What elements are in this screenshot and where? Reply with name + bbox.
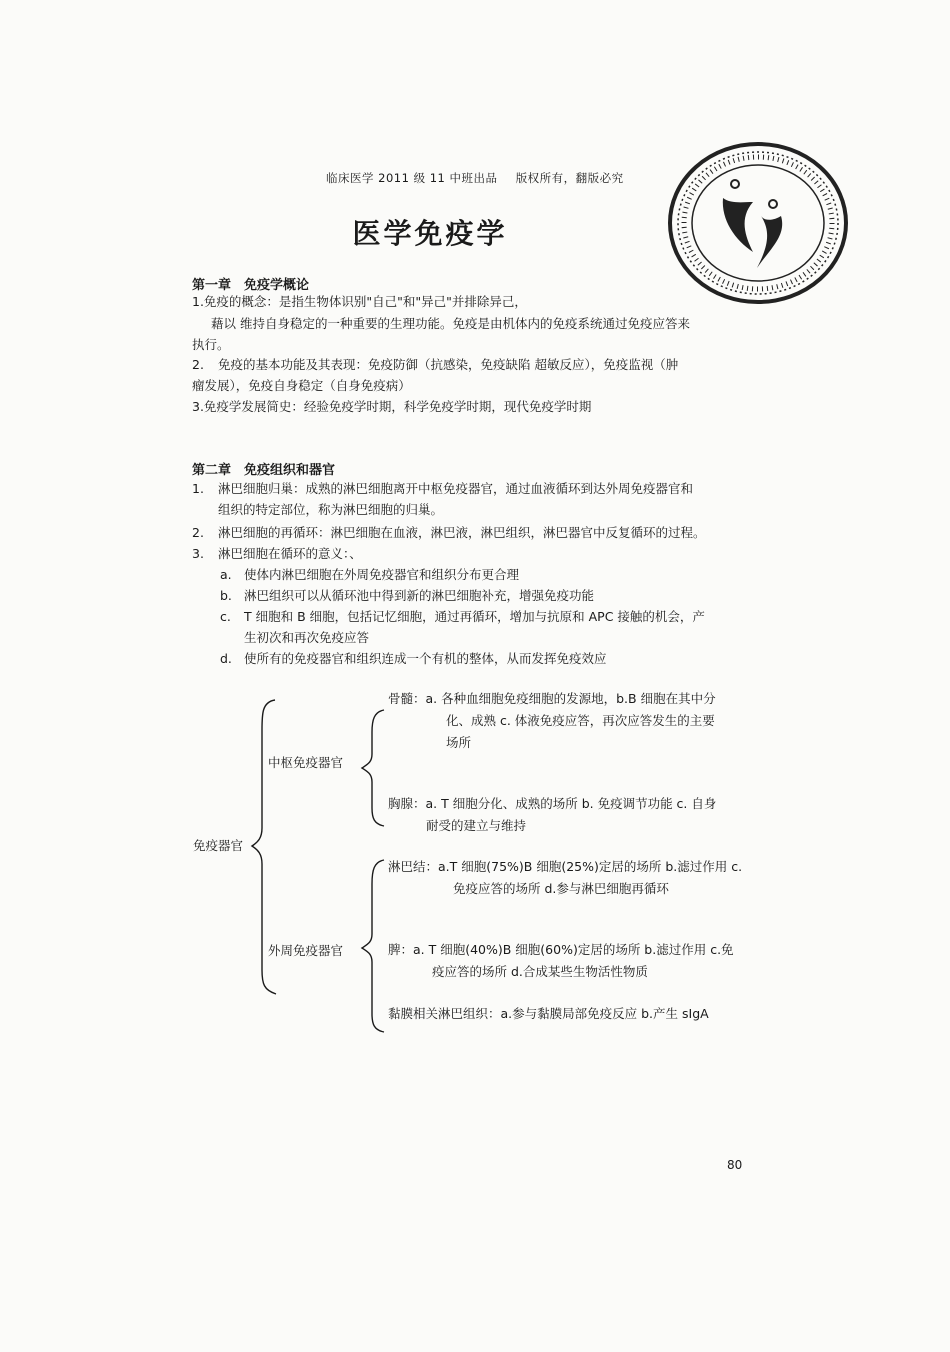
ch1-para3: 3.免疫学发展简史：经验免疫学时期，科学免疫学时期，现代免疫学时期: [192, 399, 592, 414]
ch2-sub-c-letter: c.: [220, 609, 231, 624]
ch2-sub-d-text: 使所有的免疫器官和组织连成一个有机的整体，从而发挥免疫效应: [244, 651, 607, 666]
ch1-para2-number: 2.: [192, 357, 204, 372]
tree-lymph-node-line1: 淋巴结：a.T 细胞(75%)B 细胞(25%)定居的场所 b.滤过作用 c.: [388, 859, 743, 874]
tree-malt: 黏膜相关淋巴组织：a.参与黏膜局部免疫反应 b.产生 sIgA: [388, 1006, 709, 1021]
ch1-para1-line3: 执行。: [192, 337, 230, 352]
header-credit-line: [326, 170, 624, 186]
tree-bone-marrow-line1: 骨髓：a. 各种血细胞免疫细胞的发源地，b.B 细胞在其中分: [388, 691, 716, 706]
ch2-item-1-line2: 组织的特定部位，称为淋巴细胞的归巢。: [218, 502, 444, 517]
tree-thymus-line2: 耐受的建立与维持: [426, 818, 527, 833]
ch2-item-1-number: 1.: [192, 481, 204, 496]
tree-spleen-line1: 脾：a. T 细胞(40%)B 细胞(60%)定居的场所 b.滤过作用 c.免: [388, 942, 734, 957]
tree-bone-marrow-line2: 化、成熟 c. 体液免疫应答，再次应答发生的主要: [446, 713, 715, 728]
header-copyright: 版权所有，翻版必究: [515, 171, 624, 185]
ch2-item-2-line1: 淋巴细胞的再循环：淋巴细胞在血液，淋巴液，淋巴组织，淋巴器官中反复循环的过程。: [218, 525, 706, 540]
tree-bone-marrow-line3: 场所: [446, 735, 472, 750]
tree-lymph-node-line2: 免疫应答的场所 d.参与淋巴细胞再循环: [453, 881, 669, 896]
ch2-sub-a-letter: a.: [220, 567, 232, 582]
ch1-para2-line2: 瘤发展），免疫自身稳定（自身免疫病）: [192, 378, 411, 393]
ch2-sub-c-line2: 生初次和再次免疫应答: [244, 630, 370, 645]
peripheral-brace: [362, 860, 384, 1032]
ch2-item-3-line1: 淋巴细胞在循环的意义：、: [218, 546, 362, 561]
ch1-para1-line2: 藉以 维持自身稳定的一种重要的生理功能。免疫是由机体内的免疫系统通过免疫应答来: [211, 316, 690, 331]
ch2-item-3-number: 3.: [192, 546, 204, 561]
ch2-sub-b-letter: b.: [220, 588, 232, 603]
ch1-para1-line1: 1.免疫的概念：是指生物体识别"自己"和"异己"并排除异己，: [192, 294, 527, 309]
tree-spleen-line2: 疫应答的场所 d.合成某些生物活性物质: [432, 964, 648, 979]
ch2-sub-b-text: 淋巴组织可以从循环池中得到新的淋巴细胞补充，增强免疫功能: [244, 588, 595, 603]
tree-thymus-line1: 胸腺：a. T 细胞分化、成熟的场所 b. 免疫调节功能 c. 自身: [388, 796, 717, 811]
tree-root-immune-organs: 免疫器官: [193, 838, 244, 853]
page-number: 80: [727, 1158, 743, 1172]
ch2-sub-d-letter: d.: [220, 651, 232, 666]
ch2-sub-a-text: 使体内淋巴细胞在外周免疫器官和组织分布更合理: [244, 567, 520, 582]
ch1-para2-line1: 免疫的基本功能及其表现：免疫防御（抗感染，免疫缺陷 超敏反应），免疫监视（肿: [218, 357, 679, 372]
chapter-2-title: 第二章 免疫组织和器官: [192, 463, 336, 478]
chapter-1-title: 第一章 免疫学概论: [192, 278, 310, 293]
tree-peripheral-organs: 外周免疫器官: [268, 943, 344, 958]
central-brace: [362, 710, 384, 826]
tree-central-organs: 中枢免疫器官: [268, 755, 344, 770]
ch2-item-1-line1: 淋巴细胞归巢：成熟的淋巴细胞离开中枢免疫器官，通过血液循环到达外周免疫器官和: [218, 481, 694, 496]
ch2-sub-c-line1: T 细胞和 B 细胞，包括记忆细胞，通过再循环，增加与抗原和 APC 接触的机会，产: [244, 609, 705, 624]
document-title: 医学免疫学: [352, 217, 508, 250]
ch2-item-2-number: 2.: [192, 525, 204, 540]
header-credit: 临床医学 2011 级 11 中班出品: [326, 171, 498, 185]
